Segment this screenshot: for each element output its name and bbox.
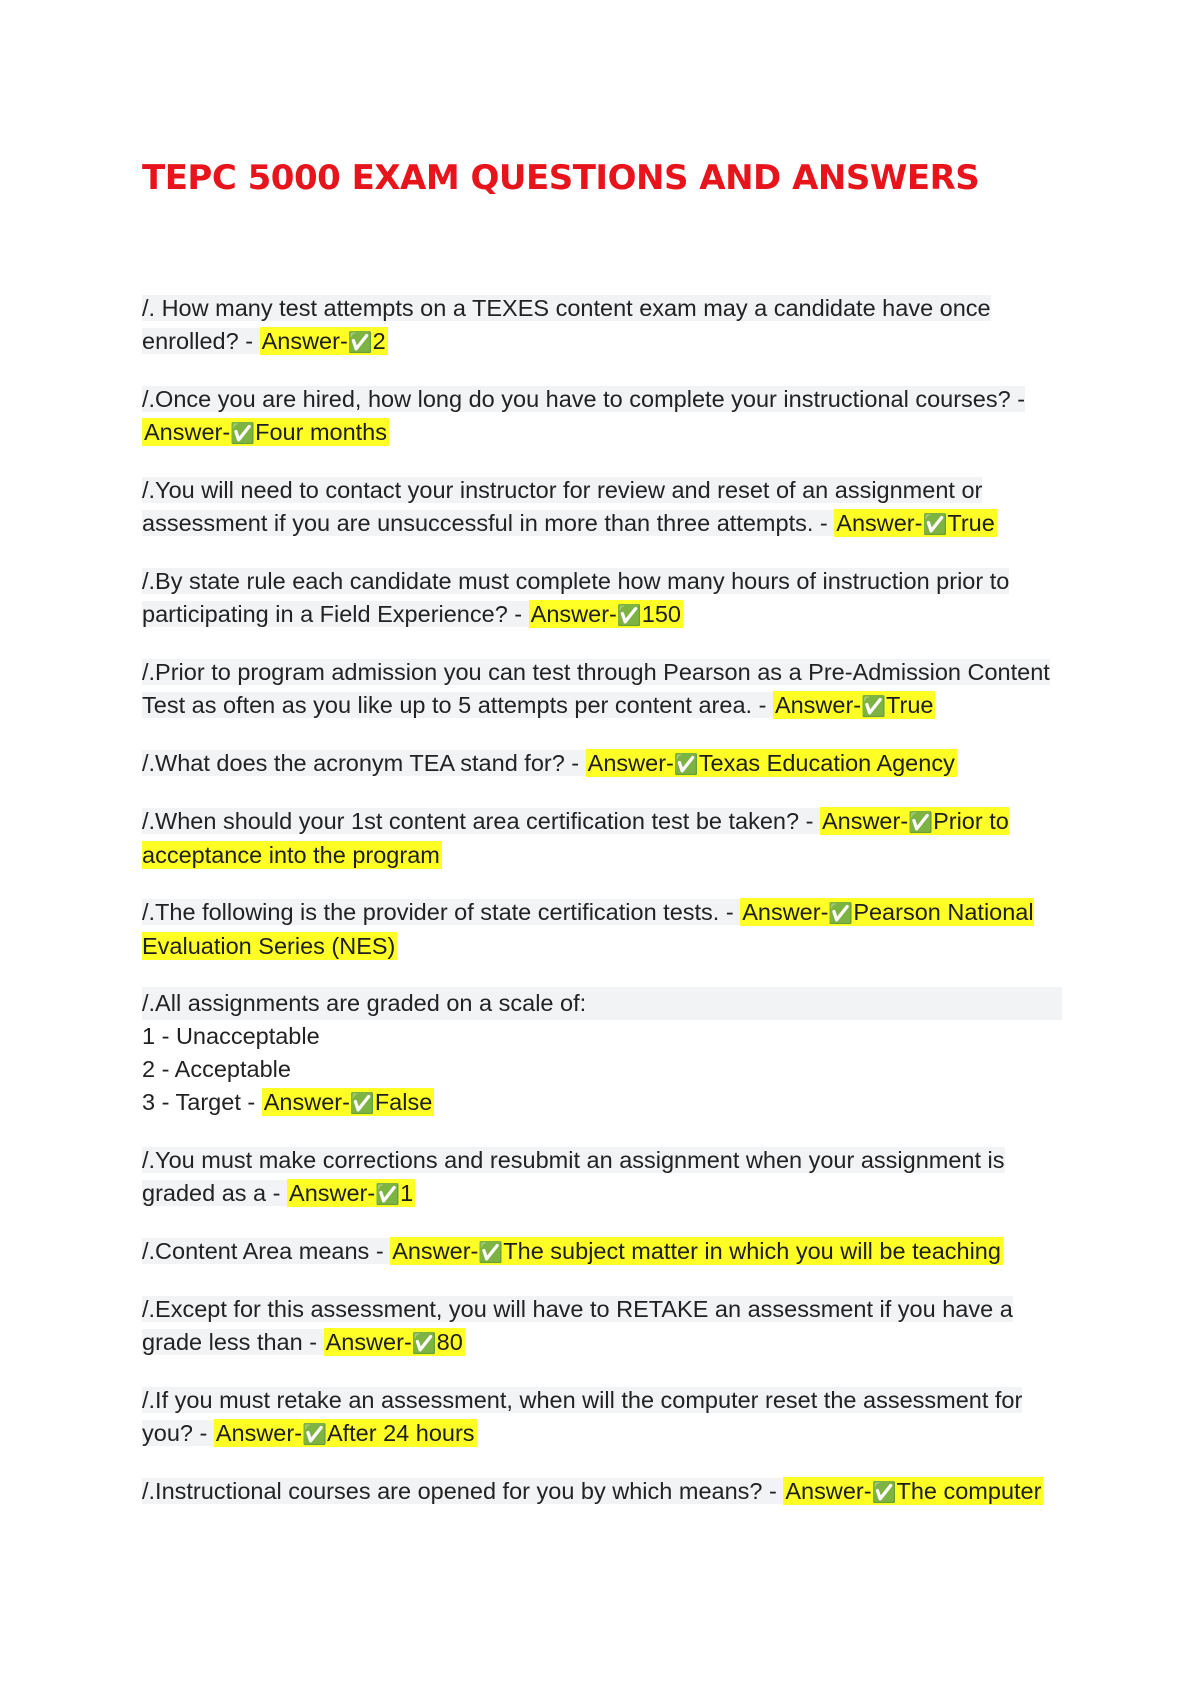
qa-item bbox=[142, 896, 1062, 963]
question-text: /. How many test attempts on a TEXES content exam may a candidate have once enrolled? - bbox=[142, 295, 991, 354]
answer-prefix: Answer- bbox=[261, 328, 348, 354]
question-text: /.All assignments are graded on a scale of: bbox=[142, 987, 1062, 1020]
qa-item bbox=[142, 805, 1062, 872]
question-text: /.By state rule each candidate must complete how many hours of instruction prior to participating in a Field Experience? - bbox=[142, 568, 1010, 627]
check-mark-icon: ✅ bbox=[828, 901, 854, 925]
answer-prefix: Answer- bbox=[144, 419, 231, 445]
answer-prefix: Answer- bbox=[289, 1180, 376, 1206]
check-mark-icon: ✅ bbox=[673, 752, 699, 776]
answer-prefix: Answer- bbox=[774, 692, 862, 718]
answer-text: The computer bbox=[896, 1478, 1042, 1504]
question-text: /.You will need to contact your instructor for review and reset of an assignment or assessment if you are unsuccessful in more than three attempts. - bbox=[142, 477, 983, 536]
qa-item bbox=[142, 292, 1062, 359]
qa-list bbox=[142, 292, 1062, 1509]
answer-prefix: Answer- bbox=[821, 808, 909, 834]
answer-prefix: Answer- bbox=[263, 1089, 350, 1115]
question-text: /.When should your 1st content area certification test be taken? - bbox=[142, 808, 820, 834]
answer-highlight bbox=[529, 600, 683, 628]
question-text: /.You must make corrections and resubmit an assignment when your assignment is graded as a - bbox=[142, 1147, 1005, 1206]
answer-text: After 24 hours bbox=[326, 1420, 475, 1446]
answer-text: 80 bbox=[436, 1329, 463, 1355]
answer-text: 2 bbox=[372, 328, 386, 354]
answer-highlight bbox=[260, 327, 388, 355]
answer-highlight bbox=[390, 1237, 1003, 1265]
answer-text: Prior to acceptance into the program bbox=[142, 808, 1009, 868]
qa-item bbox=[142, 383, 1062, 450]
question-text: /.Content Area means - bbox=[142, 1238, 391, 1264]
answer-text: 150 bbox=[641, 601, 681, 627]
check-mark-icon: ✅ bbox=[411, 1331, 437, 1355]
qa-item-grading-scale bbox=[142, 987, 1062, 1120]
qa-item bbox=[142, 474, 1062, 541]
answer-text: Texas Education Agency bbox=[698, 750, 955, 776]
answer-text: Pearson National Evaluation Series (NES) bbox=[142, 899, 1034, 959]
answer-prefix: Answer- bbox=[836, 510, 923, 536]
check-mark-icon: ✅ bbox=[908, 810, 934, 834]
scale-line: 2 - Acceptable bbox=[142, 1056, 291, 1082]
answer-prefix: Answer- bbox=[785, 1478, 872, 1504]
check-mark-icon: ✅ bbox=[922, 512, 948, 536]
qa-item bbox=[142, 565, 1062, 632]
check-mark-icon: ✅ bbox=[861, 694, 887, 718]
question-text: /.Instructional courses are opened for you by which means? - bbox=[142, 1478, 784, 1504]
answer-highlight bbox=[142, 418, 389, 446]
answer-highlight bbox=[287, 1179, 415, 1207]
answer-text: False bbox=[374, 1089, 433, 1115]
answer-text: Four months bbox=[255, 419, 388, 445]
answer-highlight bbox=[783, 1477, 1043, 1505]
answer-highlight bbox=[214, 1419, 477, 1447]
check-mark-icon: ✅ bbox=[230, 421, 256, 445]
check-mark-icon: ✅ bbox=[871, 1480, 897, 1504]
question-text: /.What does the acronym TEA stand for? - bbox=[142, 750, 586, 776]
qa-item bbox=[142, 1144, 1062, 1211]
answer-prefix: Answer- bbox=[742, 899, 829, 925]
qa-item bbox=[142, 1384, 1062, 1451]
answer-highlight bbox=[834, 509, 997, 537]
answer-highlight bbox=[586, 749, 957, 777]
check-mark-icon: ✅ bbox=[478, 1240, 504, 1264]
answer-text: 1 bbox=[400, 1180, 414, 1206]
check-mark-icon: ✅ bbox=[349, 1091, 375, 1115]
question-text: /.Once you are hired, how long do you have to complete your instructional courses? - bbox=[142, 386, 1026, 412]
qa-item bbox=[142, 1293, 1062, 1360]
qa-item bbox=[142, 1475, 1062, 1509]
answer-prefix: Answer- bbox=[530, 601, 617, 627]
scale-line: 3 - Target - bbox=[142, 1089, 262, 1115]
question-text: /.If you must retake an assessment, when will the computer reset the assessment for you? - bbox=[142, 1387, 1023, 1446]
answer-highlight bbox=[262, 1088, 435, 1116]
check-mark-icon: ✅ bbox=[302, 1422, 327, 1446]
answer-highlight bbox=[773, 691, 936, 719]
answer-prefix: Answer- bbox=[392, 1238, 479, 1264]
qa-item bbox=[142, 1235, 1062, 1269]
check-mark-icon: ✅ bbox=[375, 1182, 401, 1206]
answer-text: True bbox=[947, 510, 995, 536]
question-text: /.Except for this assessment, you will have to RETAKE an assessment if you have a grade less than - bbox=[142, 1296, 1013, 1355]
answer-text: The subject matter in which you will be teaching bbox=[503, 1238, 1001, 1264]
qa-item bbox=[142, 656, 1062, 723]
qa-item bbox=[142, 747, 1062, 781]
question-text: /.Prior to program admission you can test through Pearson as a Pre-Admission Content Test as often as you like up to 5 attempts per content area. - bbox=[142, 659, 1050, 718]
scale-line: 1 - Unacceptable bbox=[142, 1023, 320, 1049]
check-mark-icon: ✅ bbox=[616, 603, 642, 627]
answer-text: True bbox=[886, 692, 934, 718]
question-text: /.The following is the provider of state certification tests. - bbox=[142, 899, 741, 925]
document-title: TEPC 5000 EXAM QUESTIONS AND ANSWERS bbox=[142, 158, 980, 198]
answer-prefix: Answer- bbox=[587, 750, 674, 776]
answer-prefix: Answer- bbox=[215, 1420, 303, 1446]
answer-prefix: Answer- bbox=[325, 1329, 412, 1355]
answer-highlight bbox=[324, 1328, 465, 1356]
check-mark-icon: ✅ bbox=[347, 330, 373, 354]
